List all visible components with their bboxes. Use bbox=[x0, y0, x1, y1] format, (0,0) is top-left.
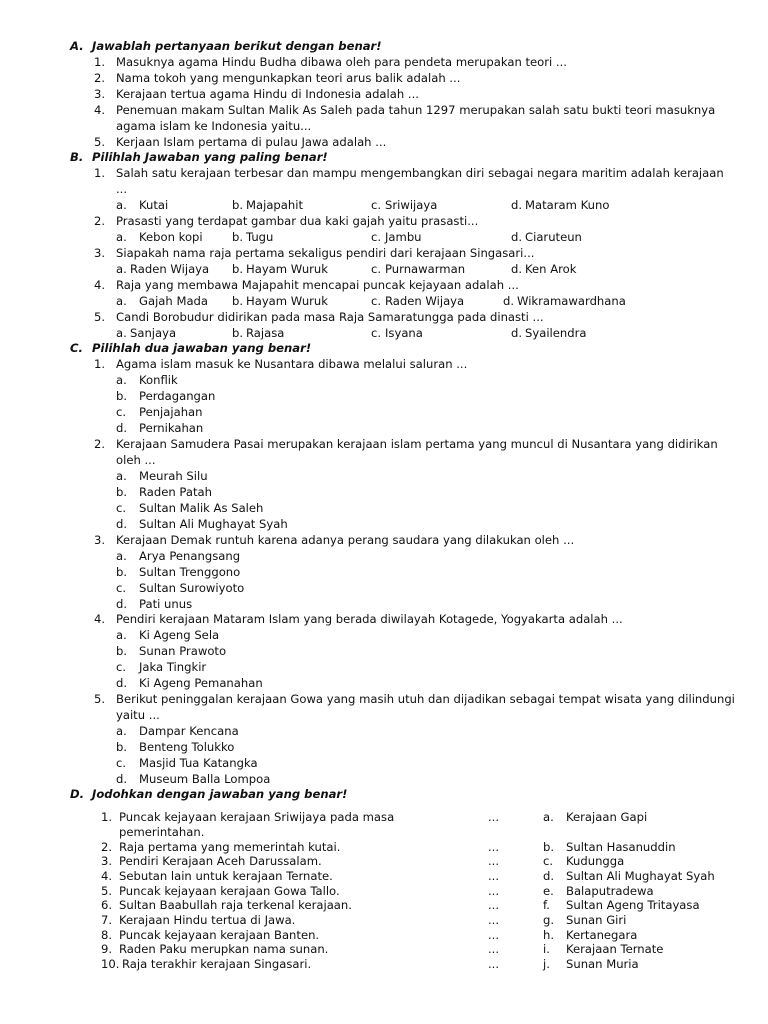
option-letter: a. bbox=[116, 724, 127, 738]
option-text: Dampar Kencana bbox=[139, 724, 239, 738]
option-text: Wikramawardhana bbox=[517, 294, 626, 308]
match-answer-letter: j. bbox=[543, 957, 550, 971]
option-letter: b. bbox=[116, 740, 128, 754]
option-letter: a. bbox=[116, 549, 127, 563]
question-text: Salah satu kerajaan terbesar dan mampu mengembangkan diri sebagai negara maritim adalah kerajaan bbox=[116, 166, 724, 180]
option-letter: b. bbox=[232, 294, 244, 308]
question-number: 3. bbox=[94, 533, 106, 547]
option-letter: c. bbox=[371, 230, 382, 244]
question-text: Kerjaan Islam pertama di pulau Jawa adalah ... bbox=[116, 135, 387, 149]
match-answer-letter: i. bbox=[543, 942, 550, 956]
match-question: Puncak kejayaan kerajaan Gowa Tallo. bbox=[119, 884, 340, 898]
question-text-continued: yaitu ... bbox=[116, 708, 160, 722]
question-number: 4. bbox=[94, 103, 106, 117]
question-number: 4. bbox=[94, 612, 106, 626]
option-text: Raden Wijaya bbox=[385, 294, 465, 308]
option-text: Ciaruteun bbox=[525, 230, 582, 244]
option-text: Pernikahan bbox=[139, 421, 204, 435]
option-text: Sultan Ali Mughayat Syah bbox=[139, 517, 288, 531]
question-text: Prasasti yang terdapat gambar dua kaki gajah yaitu prasasti... bbox=[116, 214, 479, 228]
question-text: Penemuan makam Sultan Malik As Saleh pada tahun 1297 merupakan salah satu bukti teori masuknya bbox=[116, 103, 716, 117]
match-answer-letter: d. bbox=[543, 869, 555, 883]
match-answer: Kudungga bbox=[566, 854, 625, 868]
match-blank: ... bbox=[488, 957, 500, 971]
match-blank: ... bbox=[488, 810, 500, 824]
match-question: Raja terakhir kerajaan Singasari. bbox=[122, 957, 312, 971]
match-answer-letter: h. bbox=[543, 928, 555, 942]
option-letter: d. bbox=[511, 262, 523, 276]
match-number: 6. bbox=[101, 898, 113, 912]
option-text: Rajasa bbox=[246, 326, 285, 340]
option-text: Ki Ageng Sela bbox=[139, 628, 220, 642]
option-text: Purnawarman bbox=[385, 262, 466, 276]
match-answer: Kerajaan Gapi bbox=[566, 810, 648, 824]
question-number: 5. bbox=[94, 310, 106, 324]
option-text: Konflik bbox=[139, 373, 178, 387]
question-number: 1. bbox=[94, 166, 106, 180]
option-text: Ken Arok bbox=[525, 262, 577, 276]
option-text: Arya Penangsang bbox=[139, 549, 241, 563]
question-text: Nama tokoh yang mengunkapkan teori arus balik adalah ... bbox=[116, 71, 461, 85]
question-text: Kerajaan tertua agama Hindu di Indonesia adalah ... bbox=[116, 87, 419, 101]
match-answer: Sultan Ageng Tritayasa bbox=[566, 898, 700, 912]
option-letter: b. bbox=[116, 485, 128, 499]
option-letter: a. bbox=[116, 628, 127, 642]
option-text: Jaka Tingkir bbox=[139, 660, 207, 674]
match-blank: ... bbox=[488, 898, 500, 912]
match-question: Sultan Baabullah raja terkenal kerajaan. bbox=[119, 898, 352, 912]
option-letter: d. bbox=[116, 421, 128, 435]
question-text: Kerajaan Samudera Pasai merupakan kerajaan islam pertama yang muncul di Nusantara yang didirikan bbox=[116, 437, 718, 451]
option-text: Isyana bbox=[385, 326, 423, 340]
section-c-title: Pilihlah dua jawaban yang benar! bbox=[92, 341, 312, 355]
option-letter: b. bbox=[116, 389, 128, 403]
option-letter: c. bbox=[371, 294, 382, 308]
section-b-title: Pilihlah Jawaban yang paling benar! bbox=[92, 150, 328, 164]
option-text: Raden Wijaya bbox=[130, 262, 210, 276]
option-letter: a. bbox=[116, 294, 127, 308]
match-answer: Kerajaan Ternate bbox=[566, 942, 664, 956]
match-blank: ... bbox=[488, 869, 500, 883]
option-letter: b. bbox=[232, 198, 244, 212]
question-text-continued: ... bbox=[116, 182, 128, 196]
option-letter: d. bbox=[116, 517, 128, 531]
option-text: Majapahit bbox=[246, 198, 304, 212]
option-letter: b. bbox=[232, 262, 244, 276]
option-text: Mataram Kuno bbox=[525, 198, 610, 212]
option-letter: c. bbox=[116, 660, 127, 674]
section-a-title: Jawablah pertanyaan berikut dengan benar! bbox=[92, 39, 382, 53]
match-answer: Sultan Hasanuddin bbox=[566, 840, 676, 854]
match-answer-letter: e. bbox=[543, 884, 554, 898]
match-answer-letter: f. bbox=[543, 898, 550, 912]
option-text: Hayam Wuruk bbox=[246, 294, 328, 308]
match-answer-letter: b. bbox=[543, 840, 555, 854]
match-blank: ... bbox=[488, 942, 500, 956]
match-question: Pendiri Kerajaan Aceh Darussalam. bbox=[119, 854, 322, 868]
match-number: 4. bbox=[101, 869, 113, 883]
option-letter: b. bbox=[116, 644, 128, 658]
option-letter: a. bbox=[116, 373, 127, 387]
match-blank: ... bbox=[488, 928, 500, 942]
option-text: Benteng Tolukko bbox=[139, 740, 235, 754]
question-number: 3. bbox=[94, 246, 106, 260]
match-question: Puncak kejayaan kerajaan Sriwijaya pada masa bbox=[119, 810, 395, 824]
match-question: Raja pertama yang memerintah kutai. bbox=[119, 840, 341, 854]
question-number: 4. bbox=[94, 278, 106, 292]
match-answer-letter: c. bbox=[543, 854, 554, 868]
question-text: Raja yang membawa Majapahit mencapai puncak kejayaan adalah ... bbox=[116, 278, 519, 292]
option-letter: c. bbox=[116, 405, 127, 419]
match-answer: Sultan Ali Mughayat Syah bbox=[566, 869, 715, 883]
question-number: 5. bbox=[94, 135, 106, 149]
question-text: Kerajaan Demak runtuh karena adanya perang saudara yang dilakukan oleh ... bbox=[116, 533, 575, 547]
section-c-letter: C. bbox=[70, 341, 83, 355]
option-letter: b. bbox=[116, 565, 128, 579]
question-text: Agama islam masuk ke Nusantara dibawa melalui saluran ... bbox=[116, 357, 468, 371]
option-text: Tugu bbox=[246, 230, 274, 244]
option-text: Syailendra bbox=[525, 326, 587, 340]
option-letter: d. bbox=[116, 597, 128, 611]
option-letter: c. bbox=[116, 756, 127, 770]
option-text: Ki Ageng Pemanahan bbox=[139, 676, 263, 690]
question-text: Siapakah nama raja pertama sekaligus pendiri dari kerajaan Singasari... bbox=[116, 246, 535, 260]
match-question: Raden Paku merupkan nama sunan. bbox=[119, 942, 329, 956]
option-letter: a. bbox=[116, 262, 127, 276]
option-text: Masjid Tua Katangka bbox=[139, 756, 258, 770]
option-text: Pati unus bbox=[139, 597, 193, 611]
option-letter: a. bbox=[116, 469, 127, 483]
question-number: 1. bbox=[94, 55, 106, 69]
question-text: Berikut peninggalan kerajaan Gowa yang masih utuh dan dijadikan sebagai tempat wisata yang dilindungi bbox=[116, 692, 735, 706]
match-blank: ... bbox=[488, 913, 500, 927]
match-number: 1. bbox=[101, 810, 113, 824]
option-text: Sultan Surowiyoto bbox=[139, 581, 245, 595]
option-text: Sriwijaya bbox=[385, 198, 438, 212]
option-letter: c. bbox=[116, 501, 127, 515]
question-number: 3. bbox=[94, 87, 106, 101]
option-letter: d. bbox=[511, 230, 523, 244]
section-a-letter: A. bbox=[70, 39, 84, 53]
match-number: 2. bbox=[101, 840, 113, 854]
option-letter: c. bbox=[371, 198, 382, 212]
match-answer: Kertanegara bbox=[566, 928, 638, 942]
option-text: Museum Balla Lompoa bbox=[139, 772, 271, 786]
option-letter: c. bbox=[371, 262, 382, 276]
option-letter: d. bbox=[116, 676, 128, 690]
question-text: Candi Borobudur didirikan pada masa Raja Samaratungga pada dinasti ... bbox=[116, 310, 544, 324]
option-text: Jambu bbox=[385, 230, 422, 244]
question-text: Masuknya agama Hindu Budha dibawa oleh para pendeta merupakan teori ... bbox=[116, 55, 567, 69]
option-letter: d. bbox=[511, 198, 523, 212]
section-d-letter: D. bbox=[70, 787, 85, 801]
match-question: Puncak kejayaan kerajaan Banten. bbox=[119, 928, 320, 942]
match-question: Kerajaan Hindu tertua di Jawa. bbox=[119, 913, 296, 927]
option-text: Kebon kopi bbox=[139, 230, 203, 244]
match-answer: Balaputradewa bbox=[566, 884, 654, 898]
question-number: 2. bbox=[94, 71, 106, 85]
option-letter: a. bbox=[116, 326, 127, 340]
match-number: 9. bbox=[101, 942, 113, 956]
match-number: 3. bbox=[101, 854, 113, 868]
option-letter: a. bbox=[116, 230, 127, 244]
option-letter: d. bbox=[511, 326, 523, 340]
question-number: 2. bbox=[94, 437, 106, 451]
option-text: Perdagangan bbox=[139, 389, 216, 403]
option-text: Sultan Trenggono bbox=[139, 565, 241, 579]
match-answer-letter: a. bbox=[543, 810, 554, 824]
match-question-continued: pemerintahan. bbox=[119, 825, 205, 839]
option-letter: b. bbox=[232, 230, 244, 244]
match-answer: Sunan Giri bbox=[566, 913, 627, 927]
option-text: Sanjaya bbox=[130, 326, 177, 340]
section-d-title: Jodohkan dengan jawaban yang benar! bbox=[92, 787, 348, 801]
match-answer-letter: g. bbox=[543, 913, 555, 927]
option-letter: d. bbox=[116, 772, 128, 786]
question-text-continued: agama islam ke Indonesia yaitu... bbox=[116, 119, 312, 133]
match-answer: Sunan Muria bbox=[566, 957, 639, 971]
question-text: Pendiri kerajaan Mataram Islam yang berada diwilayah Kotagede, Yogyakarta adalah ... bbox=[116, 612, 623, 626]
option-text: Meurah Silu bbox=[139, 469, 208, 483]
match-blank: ... bbox=[488, 840, 500, 854]
match-question: Sebutan lain untuk kerajaan Ternate. bbox=[119, 869, 333, 883]
option-text: Gajah Mada bbox=[139, 294, 209, 308]
option-letter: b. bbox=[232, 326, 244, 340]
question-number: 5. bbox=[94, 692, 106, 706]
section-b-letter: B. bbox=[70, 150, 84, 164]
option-letter: c. bbox=[371, 326, 382, 340]
option-text: Penjajahan bbox=[139, 405, 203, 419]
match-number: 5. bbox=[101, 884, 113, 898]
option-text: Sultan Malik As Saleh bbox=[139, 501, 264, 515]
match-blank: ... bbox=[488, 884, 500, 898]
question-number: 1. bbox=[94, 357, 106, 371]
question-number: 2. bbox=[94, 214, 106, 228]
option-text: Kutai bbox=[139, 198, 169, 212]
option-text: Raden Patah bbox=[139, 485, 213, 499]
match-number: 7. bbox=[101, 913, 113, 927]
match-blank: ... bbox=[488, 854, 500, 868]
option-text: Sunan Prawoto bbox=[139, 644, 227, 658]
option-letter: d. bbox=[503, 294, 515, 308]
question-text-continued: oleh ... bbox=[116, 453, 156, 467]
match-number: 8. bbox=[101, 928, 113, 942]
match-number: 10. bbox=[101, 957, 120, 971]
option-text: Hayam Wuruk bbox=[246, 262, 328, 276]
option-letter: c. bbox=[116, 581, 127, 595]
option-letter: a. bbox=[116, 198, 127, 212]
